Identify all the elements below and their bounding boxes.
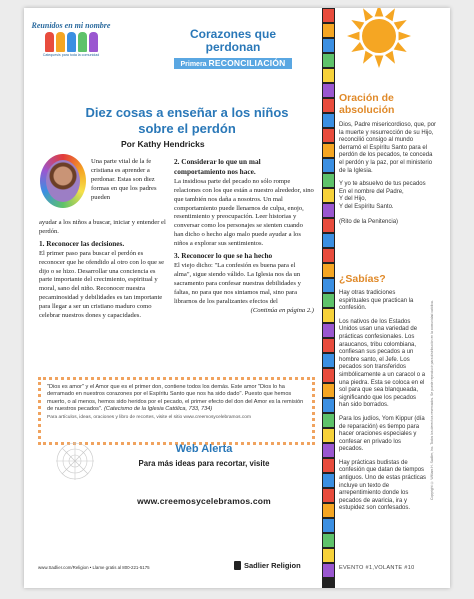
spiderweb-icon — [54, 440, 96, 482]
strip-block — [323, 399, 334, 412]
web-alert-url[interactable]: www.creemosycelebramos.com — [137, 496, 271, 506]
strip-block — [323, 354, 334, 367]
heading-2-line2: comportamiento nos hace. — [174, 166, 256, 176]
sabias-paragraph-3: Para los judíos, Yom Kippur (día de reparación) es tiempo para hacer oraciones especiales y confesar en privado los pecados. — [339, 415, 425, 453]
strip-block — [323, 234, 334, 247]
strip-block — [323, 459, 334, 472]
strip-block — [323, 309, 334, 322]
sun-ray — [375, 8, 384, 16]
prayer-line-4: Y del Espíritu Santo. — [339, 203, 394, 210]
sun-icon — [342, 8, 412, 78]
quote-reference: (Catecismo de la Iglesia Católica, 733, 734) — [104, 405, 213, 412]
sun-ray — [394, 20, 407, 30]
strip-block — [323, 369, 334, 382]
strip-block — [323, 534, 334, 547]
sun-ray — [385, 8, 395, 21]
strip-block — [323, 159, 334, 172]
column-left — [39, 219, 168, 321]
heading-1: 1. Reconocer las decisiones. — [39, 238, 125, 248]
strip-block — [323, 519, 334, 532]
logo-child-figure — [45, 32, 54, 52]
strip-block — [323, 24, 334, 37]
praying-child-photo — [40, 154, 86, 208]
prayer-title-line2: absolución — [339, 104, 395, 116]
strip-block — [323, 384, 334, 397]
sabias-section — [339, 273, 427, 519]
strip-block — [323, 174, 334, 187]
web-alert-title: Web Alerta — [175, 443, 233, 455]
logo-child-figure — [78, 32, 87, 52]
strip-block — [323, 54, 334, 67]
strip-block — [323, 84, 334, 97]
program-logo — [29, 21, 113, 69]
sun-ray — [394, 42, 407, 52]
column-right — [174, 158, 314, 315]
strip-block — [323, 204, 334, 217]
logo-title: Reunidos en mi nombre — [31, 21, 111, 30]
prayer-section — [339, 92, 437, 226]
strip-block — [323, 414, 334, 427]
strip-block — [323, 489, 334, 502]
strip-block — [323, 69, 334, 82]
strip-block — [323, 129, 334, 142]
series-banner-prefix: Primera — [180, 61, 207, 68]
sun-ray — [363, 8, 373, 21]
strip-block — [323, 99, 334, 112]
prayer-line-3: Y del Hijo, — [339, 196, 367, 203]
heading-3: 3. Reconocer lo que se ha hecho — [174, 251, 273, 261]
article-title-line1: Diez cosas a enseñar a los niños — [85, 105, 289, 120]
strip-block — [323, 549, 334, 562]
logo-child-figure — [89, 32, 98, 52]
prayer-paragraph-1: Dios, Padre misericordioso, que, por la muerte y resurrección de su Hijo, reconcilió consigo al mundo derramó el Espíritu Santo para el perdón de los pecados, te conceda el perdón y la paz, por el ministerio de la Iglesia. — [339, 122, 437, 174]
series-banner — [174, 58, 292, 69]
web-alert-text: Para más ideas para recortar, visite — [138, 459, 270, 468]
strip-block — [323, 144, 334, 157]
strip-block — [323, 219, 334, 232]
sun-ray — [351, 42, 364, 52]
strip-block — [323, 429, 334, 442]
strip-block — [323, 339, 334, 352]
logo-children-figures — [29, 32, 113, 52]
strip-block — [323, 264, 334, 277]
logo-child-figure — [67, 32, 76, 52]
article-title-line2: sobre el perdón — [138, 121, 236, 136]
strip-block — [323, 279, 334, 292]
series-title-line2: perdonan — [205, 40, 261, 54]
strip-block — [323, 474, 334, 487]
strip-block — [323, 39, 334, 52]
footer-contact: www.Sadlier.com/Religion • Llame gratis al 800-221-5175 — [38, 565, 150, 570]
intro-paragraph-b: ayudar a los niños a buscar, iniciar y entender el perdón. — [39, 219, 166, 235]
paragraph-3: El viejo dicho: "La confesión es buena para el alma", sigue siendo válido. La Iglesia nos da un sacramento para confesar nuestras debilidades y faltas, no para que nos sintamos mal, sino para librarnos de los paralizantes efectos del — [174, 261, 301, 305]
series-title-line1: Corazones que — [189, 27, 276, 41]
sabias-title: ¿Sabías? — [339, 273, 386, 285]
heading-2-line1: 2. Considerar lo que un mal — [174, 157, 261, 166]
publisher-name: Sadlier Religion — [244, 561, 301, 570]
sun-ray — [347, 32, 359, 41]
series-header — [174, 28, 292, 69]
strip-block — [323, 564, 334, 577]
prayer-line-1: Y yo te absuelvo de tus pecados — [339, 181, 426, 188]
article-title — [62, 105, 312, 137]
sun-ray — [351, 20, 364, 30]
color-block-strip — [322, 8, 335, 588]
logo-child-figure — [56, 32, 65, 52]
sun-ray — [385, 51, 395, 64]
intro-paragraph-a: Una parte vital de la fe cristiana es aprender a perdonar. Estas son diez formas en que los padres pueden — [91, 158, 157, 201]
strip-block — [323, 9, 334, 22]
strip-block — [323, 249, 334, 262]
publisher-brand — [234, 561, 301, 570]
logo-subtitle: Catequesis para toda la comunidad — [42, 53, 100, 57]
strip-block — [323, 189, 334, 202]
continued-note: (Continúa en página 2.) — [250, 306, 314, 314]
flyer-page — [24, 8, 450, 588]
sun-ray — [375, 56, 384, 68]
event-label: EVENTO #1,VOLANTE #10 — [339, 565, 415, 571]
strip-block — [323, 114, 334, 127]
strip-block — [323, 294, 334, 307]
sun-ray — [399, 32, 411, 41]
strip-block — [323, 444, 334, 457]
sabias-paragraph-1: Hay otras tradiciones espirituales que practican la confesión. — [339, 290, 414, 312]
quote-text: "Dios es amor" y el Amor que es el primer don, contiene todos los demás. Este amor "Dios lo ha derramado en nuestros corazones por el Espíritu Santo que nos ha sido dado". Puesto que hemos muerto, o al menos, hemos sido heridos por el pecado, el primer efecto del don del Amor es la remisión de nuestros pecados". — [47, 384, 304, 412]
strip-block — [323, 504, 334, 517]
quote-footer-note: Para artículos, ideas, oraciones y libro de recortes, visite el sitio www.creemosycelebramos.com — [47, 415, 251, 421]
prayer-line-2: En el nombre del Padre, — [339, 188, 404, 195]
sabias-paragraph-2: Los nativos de los Estados Unidos usan una variedad de prácticas confesionales. Los araucanos, tribu colombiana, confiesan sus pecados a un hombre santo, el Jefe. Los pecados son transferidos simbólicamente a un caracol o a una piedra. Esta se coloca en el sol para que sea blanqueada, significando que los pecados han sido borrados. — [339, 318, 426, 409]
catechism-quote-box — [38, 377, 315, 445]
sabias-paragraph-4: Hay prácticas budistas de confesión que datan de tiempos antiguos. Uno de estas prácticas incluye un texto de arrepentimiento donde los pecados de avaricia, ira y estupidez son confesados. — [339, 459, 427, 512]
article-author: Por Kathy Hendricks — [121, 139, 205, 149]
series-banner-main: RECONCILIACIÓN — [208, 58, 286, 68]
strip-block — [323, 324, 334, 337]
paragraph-2: La insidiosa parte del pecado no sólo rompe relaciones con los que están a nuestro alrededor, sino que también nos daña a nosotros. Un mal comportamiento puede llenarnos de culpa, enojo, resentimiento y preocupación. Leer historias y conversar como los personajes se sienten cuando han dicho o hecho algo malo puede ayudar a los niños a explorar sus sentimientos. — [174, 177, 314, 248]
paragraph-1: El primer paso para buscar el perdón es reconocer que he ofendido al otro con lo que se dijo o se hizo. Desarrollar una conciencia es parte importante del crecimiento, espiritual y moral, sano del niño. Reconocer nuestra pecaminosidad y debilidades es tan importante para llegar a ser un cristiano maduro como celebrar nuestros dones y capacidades. — [39, 249, 165, 320]
publisher-logo-icon — [234, 561, 241, 570]
copyright-vertical: Copyright © William H. Sadlier, Inc. Todos los derechos reservados. Se puede reproducir para distribución en la comunidad católica. — [430, 300, 434, 500]
prayer-reference: (Rito de la Penitencia) — [339, 218, 399, 225]
sun-ray — [363, 51, 373, 64]
prayer-title-line1: Oración de — [339, 92, 394, 104]
